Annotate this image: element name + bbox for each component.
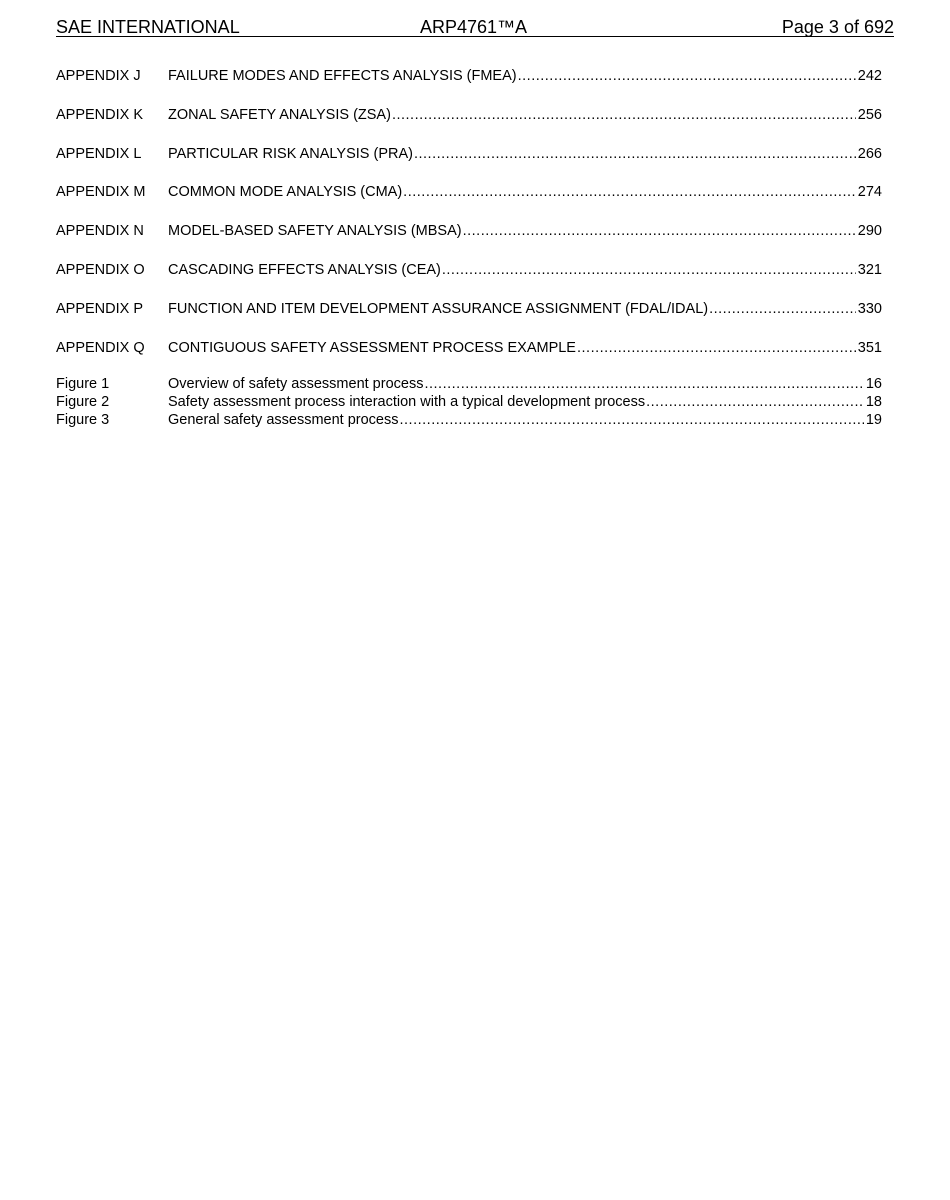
figure-entry[interactable]: [56, 375, 882, 393]
entry-page: 274: [857, 184, 882, 201]
dot-leader: [414, 144, 856, 164]
publisher-name: SAE INTERNATIONAL: [56, 17, 240, 37]
entry-label: APPENDIX L: [56, 145, 142, 162]
entry-title: FAILURE MODES AND EFFECTS ANALYSIS (FMEA): [168, 68, 517, 84]
entry-title: MODEL-BASED SAFETY ANALYSIS (MBSA): [168, 223, 462, 240]
entry-page: 266: [857, 145, 882, 162]
entry-page: 256: [857, 106, 882, 123]
dot-leader: [424, 375, 863, 393]
entry-title: ZONAL SAFETY ANALYSIS (ZSA): [168, 106, 391, 123]
entry-label: APPENDIX J: [56, 68, 141, 84]
figure-label: Figure 3: [56, 412, 110, 429]
dot-leader: [463, 221, 856, 241]
entry-label: APPENDIX K: [56, 106, 144, 123]
entry-page: 242: [857, 68, 882, 84]
figure-page: 19: [865, 412, 882, 429]
page-header: [56, 14, 894, 37]
entry-title: COMMON MODE ANALYSIS (CMA): [168, 184, 403, 201]
figure-page: 16: [865, 376, 882, 393]
figure-title: Safety assessment process interaction with a typical development process: [168, 394, 646, 411]
entry-title: FUNCTION AND ITEM DEVELOPMENT ASSURANCE ASSIGNMENT (FDAL/IDAL): [168, 300, 709, 317]
toc-entry[interactable]: [56, 221, 882, 241]
entry-page: 321: [857, 261, 882, 278]
entry-label: APPENDIX P: [56, 300, 144, 317]
entry-label: APPENDIX N: [56, 223, 144, 240]
entry-label: APPENDIX M: [56, 184, 146, 201]
dot-leader: [442, 260, 856, 280]
toc-entry[interactable]: [56, 105, 882, 125]
toc-entry[interactable]: [56, 182, 882, 202]
dot-leader: [646, 393, 864, 411]
figure-page: 18: [865, 394, 882, 411]
toc-entry[interactable]: [56, 144, 882, 164]
dot-leader: [709, 299, 856, 319]
toc-entry[interactable]: [56, 299, 882, 319]
page-number: Page 3 of 692: [781, 17, 894, 37]
entry-title: CASCADING EFFECTS ANALYSIS (CEA): [168, 261, 441, 278]
toc-entry[interactable]: [56, 260, 882, 280]
figure-entry[interactable]: [56, 411, 882, 429]
entry-label: APPENDIX O: [56, 261, 145, 278]
figure-title: General safety assessment process: [168, 412, 399, 429]
toc-entry[interactable]: [56, 338, 882, 358]
dot-leader: [403, 182, 856, 202]
figure-entry[interactable]: [56, 393, 882, 411]
figure-title: Overview of safety assessment process: [168, 376, 424, 393]
toc-entry[interactable]: [56, 66, 882, 86]
entry-page: 290: [857, 223, 882, 240]
entry-title: CONTIGUOUS SAFETY ASSESSMENT PROCESS EXAMPLE: [168, 339, 576, 356]
dot-leader: [392, 105, 856, 125]
dot-leader: [577, 338, 856, 358]
figure-list: [56, 375, 882, 429]
entry-title: PARTICULAR RISK ANALYSIS (PRA): [168, 145, 413, 162]
figure-label: Figure 1: [56, 376, 110, 393]
dot-leader: [518, 66, 856, 86]
entry-page: 330: [857, 300, 882, 317]
figure-label: Figure 2: [56, 394, 110, 411]
document-number: ARP4761™A: [420, 17, 528, 37]
entry-page: 351: [857, 339, 882, 356]
table-of-contents: [56, 66, 882, 429]
dot-leader: [400, 411, 864, 429]
appendix-list: [56, 66, 882, 358]
entry-label: APPENDIX Q: [56, 339, 145, 356]
